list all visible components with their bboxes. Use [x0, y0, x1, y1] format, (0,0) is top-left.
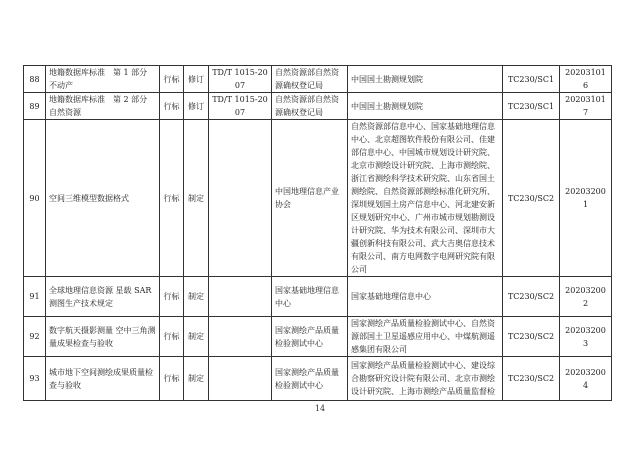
cell-committee: TC230/SC2 [503, 277, 560, 317]
cell-standard-name: 地籍数据库标准 第 2 部分 自然资源 [46, 93, 160, 120]
cell-drafting-units: 自然资源部信息中心、国家基础地理信息中心、北京超图软件股份有限公司、佳建部信息中心、中国城市规划设计研究院、北京市测绘设计研究院、上海市测绘院、浙江省测绘科学技术研究院、山东省国土测绘院、自然资源部测绘标准化研究所、深圳规划国土房产信息中心、河北建安新区规划研究中心、广州市城市规划勘测设计研究院、华为技术有限公司、深圳市大疆创新科技有限公司、武大吉奥信息技术有限公司、南方电网数字电网研究院有限公司 [348, 120, 503, 277]
cell-proposer: 中国地理信息产业协会 [272, 120, 348, 277]
cell-action: 制定 [184, 277, 209, 317]
table-row [24, 357, 612, 401]
cell-committee: TC230/SC2 [503, 357, 560, 401]
cell-standard-type: 行标 [160, 357, 184, 401]
cell-standard-type: 行标 [160, 277, 184, 317]
cell-action: 修订 [184, 66, 209, 93]
cell-replaced-standard: TD/T 1015-2007 [209, 66, 272, 93]
cell-drafting-units: 国家基础地理信息中心 [348, 277, 503, 317]
cell-proposer: 国家基础地理信息中心 [272, 277, 348, 317]
cell-number: 93 [24, 357, 46, 401]
cell-action: 修订 [184, 93, 209, 120]
table-row [24, 317, 612, 357]
cell-drafting-units: 国家测绘产品质量检验测试中心、建设综合勘察研究设计院有限公司、北京市测绘设计研究院、上海市测绘产品质量监督检 [348, 357, 503, 401]
cell-replaced-standard [209, 277, 272, 317]
cell-standard-name: 空间三维模型数据格式 [46, 120, 160, 277]
cell-committee: TC230/SC2 [503, 317, 560, 357]
cell-drafting-units: 中国国土勘测规划院 [348, 93, 503, 120]
cell-standard-type: 行标 [160, 93, 184, 120]
table-row [24, 120, 612, 277]
cell-standard-name: 全球地理信息资源 星载 SAR 测图生产技术规定 [46, 277, 160, 317]
cell-plan-number: 202032001 [560, 120, 612, 277]
cell-standard-type: 行标 [160, 317, 184, 357]
cell-committee: TC230/SC1 [503, 66, 560, 93]
cell-action: 制定 [184, 357, 209, 401]
cell-action: 制定 [184, 317, 209, 357]
cell-replaced-standard [209, 317, 272, 357]
cell-proposer: 国家测绘产品质量检验测试中心 [272, 317, 348, 357]
cell-plan-number: 202031016 [560, 66, 612, 93]
standards-plan-table [23, 65, 612, 401]
table-row [24, 277, 612, 317]
cell-drafting-units: 中国国土勘测规划院 [348, 66, 503, 93]
cell-drafting-units: 国家测绘产品质量检验测试中心、自然资源部国土卫星遥感应用中心、中煤航测遥感集团有限公司 [348, 317, 503, 357]
cell-proposer: 国家测绘产品质量检验测试中心 [272, 357, 348, 401]
cell-replaced-standard [209, 357, 272, 401]
cell-committee: TC230/SC2 [503, 120, 560, 277]
cell-action: 制定 [184, 120, 209, 277]
cell-proposer: 自然资源部自然资源确权登记局 [272, 66, 348, 93]
cell-standard-type: 行标 [160, 120, 184, 277]
cell-number: 90 [24, 120, 46, 277]
cell-standard-name: 地籍数据库标准 第 1 部分 不动产 [46, 66, 160, 93]
cell-standard-name: 数字航天摄影测量 空中三角测量成果检查与验收 [46, 317, 160, 357]
cell-standard-type: 行标 [160, 66, 184, 93]
table-row [24, 93, 612, 120]
cell-committee: TC230/SC1 [503, 93, 560, 120]
cell-plan-number: 202032002 [560, 277, 612, 317]
cell-plan-number: 202031017 [560, 93, 612, 120]
cell-standard-name: 城市地下空间测绘成果质量检查与验收 [46, 357, 160, 401]
table-row [24, 66, 612, 93]
cell-number: 89 [24, 93, 46, 120]
cell-number: 92 [24, 317, 46, 357]
cell-number: 91 [24, 277, 46, 317]
cell-number: 88 [24, 66, 46, 93]
cell-replaced-standard [209, 120, 272, 277]
cell-replaced-standard: TD/T 1015-2007 [209, 93, 272, 120]
page-number: 14 [314, 404, 326, 413]
cell-proposer: 自然资源部自然资源确权登记局 [272, 93, 348, 120]
cell-plan-number: 202032004 [560, 357, 612, 401]
cell-plan-number: 202032003 [560, 317, 612, 357]
